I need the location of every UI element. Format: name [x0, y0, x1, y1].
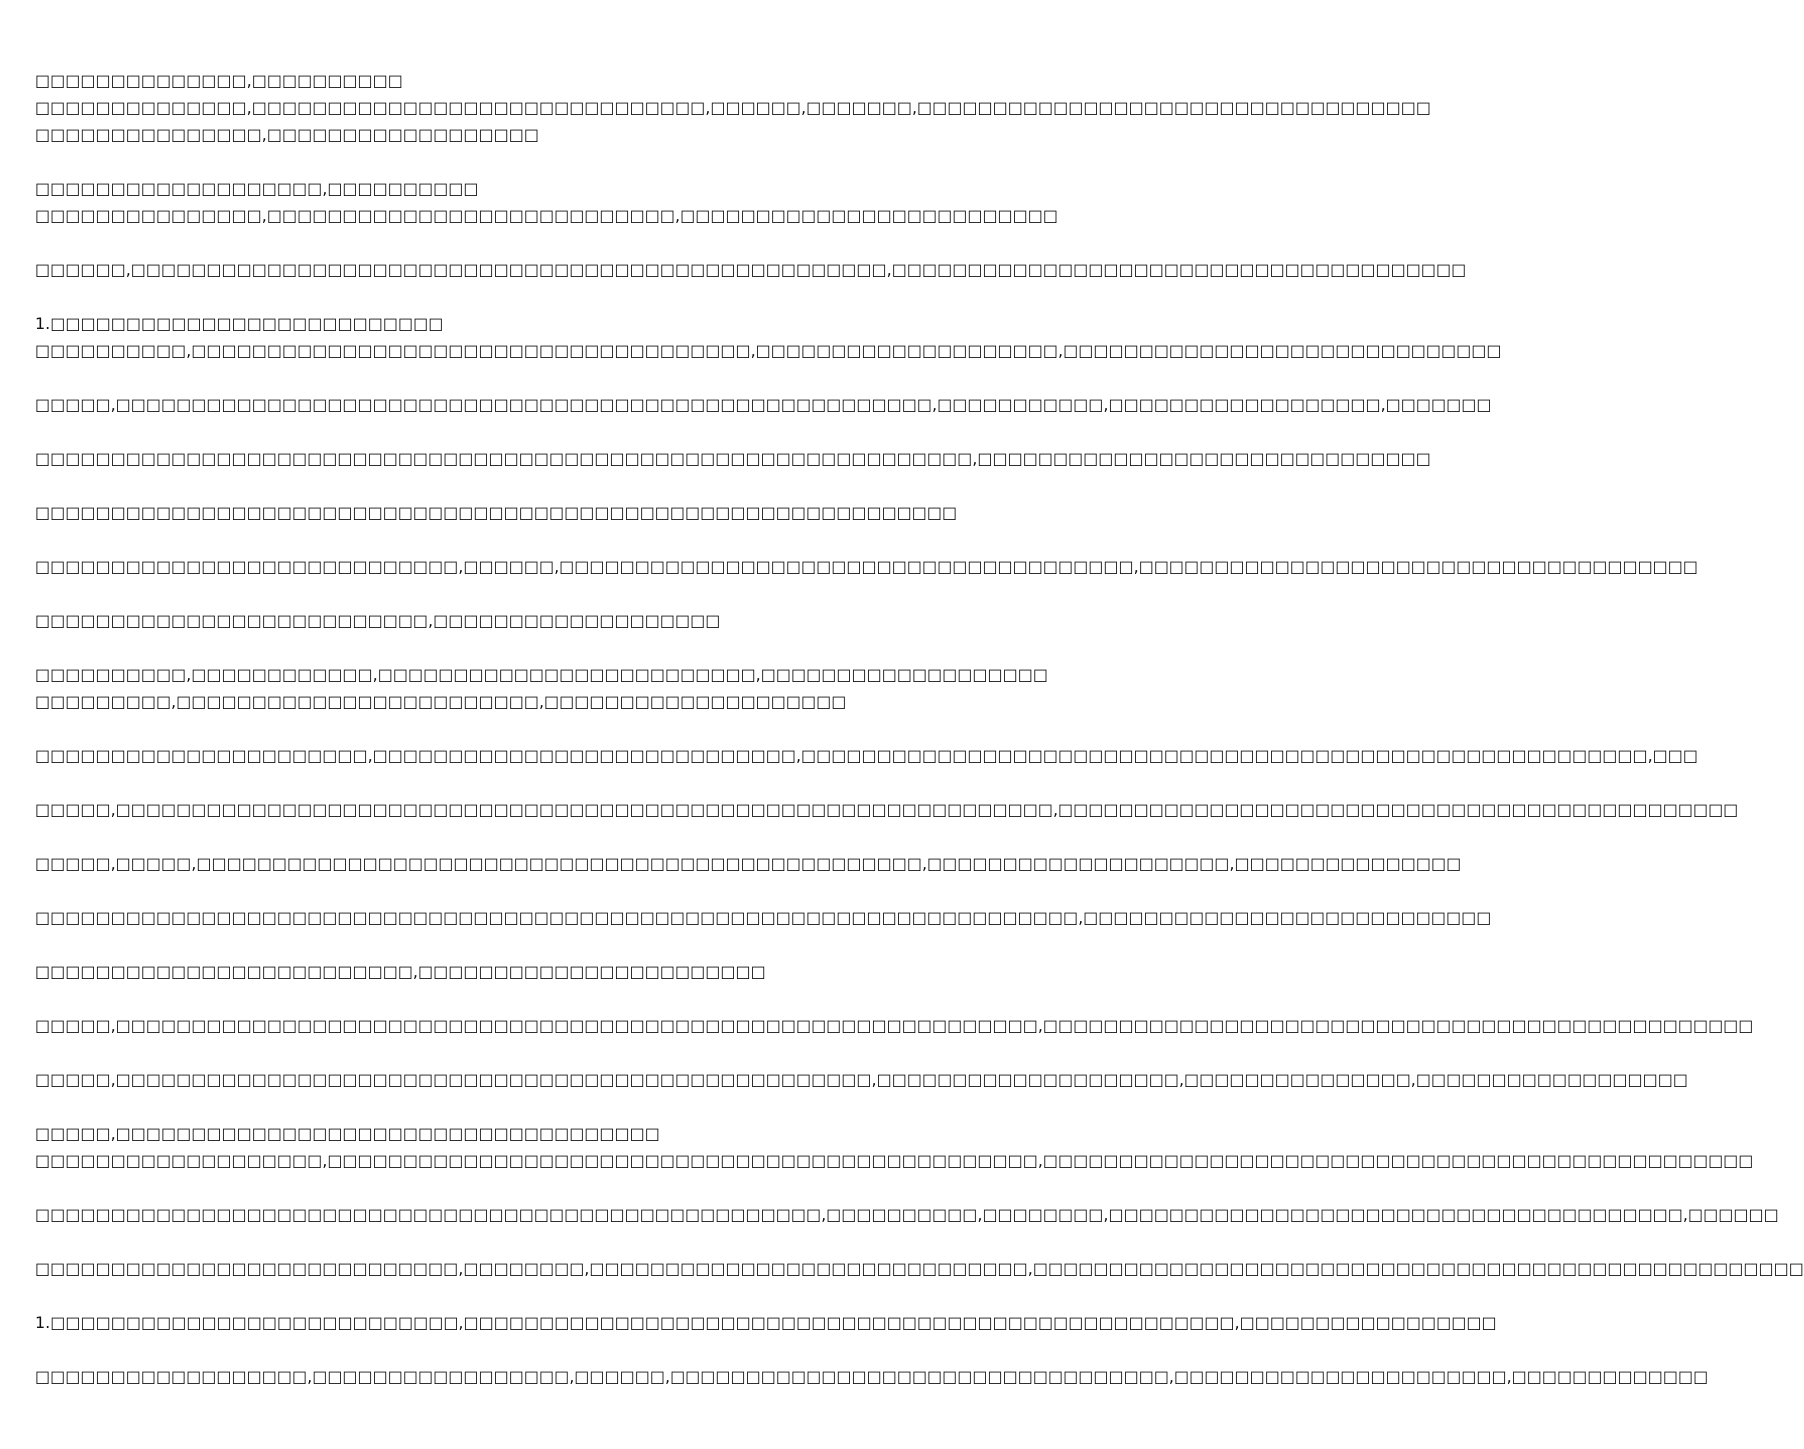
paragraph — [35, 661, 1048, 715]
text-line: □□□□□□□□□□□□□□,□□□□□□□□□□ — [35, 71, 403, 90]
text-line: □□□□□,□□□□□□□□□□□□□□□□□□□□□□□□□□□□□□□□□□□□□□□□□□□□□□□□□□□□□□□□□□□□□□,□□□□□□□□□□□□□□□□□□□□□□□□□□□□□□□□□□□□□□□□□□□□□ — [35, 800, 1739, 819]
text-line: □□□□□□□□□□□□□□□□□□□□□□□□□□,□□□□□□□□□□□□□□□□□□□ — [35, 611, 721, 630]
paragraph — [35, 1066, 1688, 1093]
paragraph — [35, 445, 1431, 472]
text-line: □□□□□□□□□□□□□□□□□□,□□□□□□□□□□□□□□□□□,□□□□□□,□□□□□□□□□□□□□□□□□□□□□□□□□□□□□□□□□,□□□□□□□□□□□□□□□□□□□□□□,□□□□□□□□□□□□□ — [35, 1367, 1709, 1386]
text-line: □□□□□□□□□□,□□□□□□□□□□□□,□□□□□□□□□□□□□□□□□□□□□□□□□,□□□□□□□□□□□□□□□□□□□ — [35, 665, 1048, 684]
text-line: □□□□□□□□□□□□□□□□□□□□□□□□□□□□,□□□□□□,□□□□□□□□□□□□□□□□□□□□□□□□□□□□□□□□□□□□□□,□□□□□□□□□□□□□□□□□□□□□□□□□□□□□□□□□□□□□ — [35, 557, 1699, 576]
text-line: □□□□□□□□□,□□□□□□□□□□□□□□□□□□□□□□□□,□□□□□□□□□□□□□□□□□□□□ — [35, 692, 847, 711]
paragraph — [35, 796, 1739, 823]
paragraph — [35, 1012, 1754, 1039]
text-line: □□□□□□□□□□□□□□,□□□□□□□□□□□□□□□□□□□□□□□□□□□□□□,□□□□□□,□□□□□□□,□□□□□□□□□□□□□□□□□□□□□□□□□□□□□□□□□□ — [35, 98, 1432, 117]
text-line: □□□□□,□□□□□□□□□□□□□□□□□□□□□□□□□□□□□□□□□□□□□□□□□□□□□□□□□□□□□□□□□□□□□,□□□□□□□□□□□□□□□□□□□□□□□□□□□□□□□□□□□□□□□□□□□□□□□ — [35, 1016, 1754, 1035]
text-line: 1.□□□□□□□□□□□□□□□□□□□□□□□□□□ — [35, 314, 444, 333]
paragraph — [35, 67, 1432, 148]
paragraph — [35, 1255, 1804, 1282]
paragraph — [35, 175, 1059, 229]
text-line: □□□□□,□□□□□□□□□□□□□□□□□□□□□□□□□□□□□□□□□□□□ — [35, 1124, 660, 1143]
text-line: □□□□□□□□□□□□□□□□□□□,□□□□□□□□□□ — [35, 179, 479, 198]
text-line: □□□□□□□□□□,□□□□□□□□□□□□□□□□□□□□□□□□□□□□□□□□□□□□□,□□□□□□□□□□□□□□□□□□□□,□□□□□□□□□□□□□□□□□□□□□□□□□□□□□ — [35, 341, 1502, 360]
paragraph — [35, 742, 1699, 769]
document-page — [35, 67, 1804, 1417]
paragraph — [35, 499, 989, 526]
paragraph — [35, 1201, 1779, 1228]
paragraph — [35, 904, 1492, 931]
paragraph — [35, 1120, 1754, 1174]
text-line: □□□□□□□□□□□□□□□,□□□□□□□□□□□□□□□□□□ — [35, 125, 539, 144]
text-line: □□□□□,□□□□□,□□□□□□□□□□□□□□□□□□□□□□□□□□□□□□□□□□□□□□□□□□□□□□□□,□□□□□□□□□□□□□□□□□□□□,□□□□□□□□□□□□□□□ — [35, 854, 1462, 873]
text-line: □□□□□□□□□□□□□□□□□□□□□□□□□□□□□□□□□□□□□□□□□□□□□□□□□□□□□□□□□□□□□ — [35, 503, 958, 522]
text-line: □□□□□□□□□□□□□□□□□□□□□□,□□□□□□□□□□□□□□□□□□□□□□□□□□□□,□□□□□□□□□□□□□□□□□□□□□□□□□□□□□□□□□□□□□□□□□□□□□□□□□□□□□□□□,□□□ — [35, 746, 1699, 765]
text-line: □□□□□□,□□□□□□□□□□□□□□□□□□□□□□□□□□□□□□□□□□□□□□□□□□□□□□□□□□,□□□□□□□□□□□□□□□□□□□□□□□□□□□□□□□□□□□□□□ — [35, 260, 1467, 279]
text-line: □□□□□□□□□□□□□□□□□□□□□□□□□,□□□□□□□□□□□□□□□□□□□□□□□ — [35, 962, 766, 981]
paragraph — [35, 310, 1502, 364]
paragraph — [35, 850, 1462, 877]
text-line: □□□□□□□□□□□□□□□,□□□□□□□□□□□□□□□□□□□□□□□□□□□,□□□□□□□□□□□□□□□□□□□□□□□□□ — [35, 206, 1059, 225]
text-line: □□□□□□□□□□□□□□□□□□□,□□□□□□□□□□□□□□□□□□□□□□□□□□□□□□□□□□□□□□□□□□□□□□□,□□□□□□□□□□□□□□□□□□□□□□□□□□□□□□□□□□□□□□□□□□□□□□□ — [35, 1151, 1754, 1170]
text-line: □□□□□□□□□□□□□□□□□□□□□□□□□□□□□□□□□□□□□□□□□□□□□□□□□□□□,□□□□□□□□□□,□□□□□□□□,□□□□□□□□□□□□□□□□□□□□□□□□□□□□□□□□□□□□□□,□□□□□□ — [35, 1205, 1779, 1224]
paragraph — [35, 1309, 1497, 1336]
text-line: □□□□□,□□□□□□□□□□□□□□□□□□□□□□□□□□□□□□□□□□□□□□□□□□□□□□□□□□,□□□□□□□□□□□□□□□□□□□□,□□□□□□□□□□□□□□□,□□□□□□□□□□□□□□□□□□ — [35, 1070, 1688, 1089]
text-line: □□□□□,□□□□□□□□□□□□□□□□□□□□□□□□□□□□□□□□□□□□□□□□□□□□□□□□□□□□□□,□□□□□□□□□□□,□□□□□□□□□□□□□□□□□□,□□□□□□□ — [35, 395, 1492, 414]
text-line: □□□□□□□□□□□□□□□□□□□□□□□□□□□□□□□□□□□□□□□□□□□□□□□□□□□□□□□□□□□□□□,□□□□□□□□□□□□□□□□□□□□□□□□□□□□□□ — [35, 449, 1431, 468]
text-line: □□□□□□□□□□□□□□□□□□□□□□□□□□□□□□□□□□□□□□□□□□□□□□□□□□□□□□□□□□□□□□□□□□□□□,□□□□□□□□□□□□□□□□□□□□□□□□□□□ — [35, 908, 1492, 927]
paragraph — [35, 958, 989, 985]
paragraph — [35, 1363, 1709, 1390]
paragraph — [35, 607, 989, 634]
paragraph — [35, 391, 1492, 418]
text-line: □□□□□□□□□□□□□□□□□□□□□□□□□□□□,□□□□□□□□,□□□□□□□□□□□□□□□□□□□□□□□□□□□□□,□□□□□□□□□□□□□□□□□□□□□□□□□□□□□□□□□□□□□□□□□□□□□□□□□□□ — [35, 1259, 1804, 1278]
text-line: 1.□□□□□□□□□□□□□□□□□□□□□□□□□□□,□□□□□□□□□□□□□□□□□□□□□□□□□□□□□□□□□□□□□□□□□□□□□□□□□□□,□□□□□□□□□□□□□□□□□ — [35, 1313, 1497, 1332]
paragraph — [35, 553, 1699, 580]
paragraph — [35, 256, 1467, 283]
